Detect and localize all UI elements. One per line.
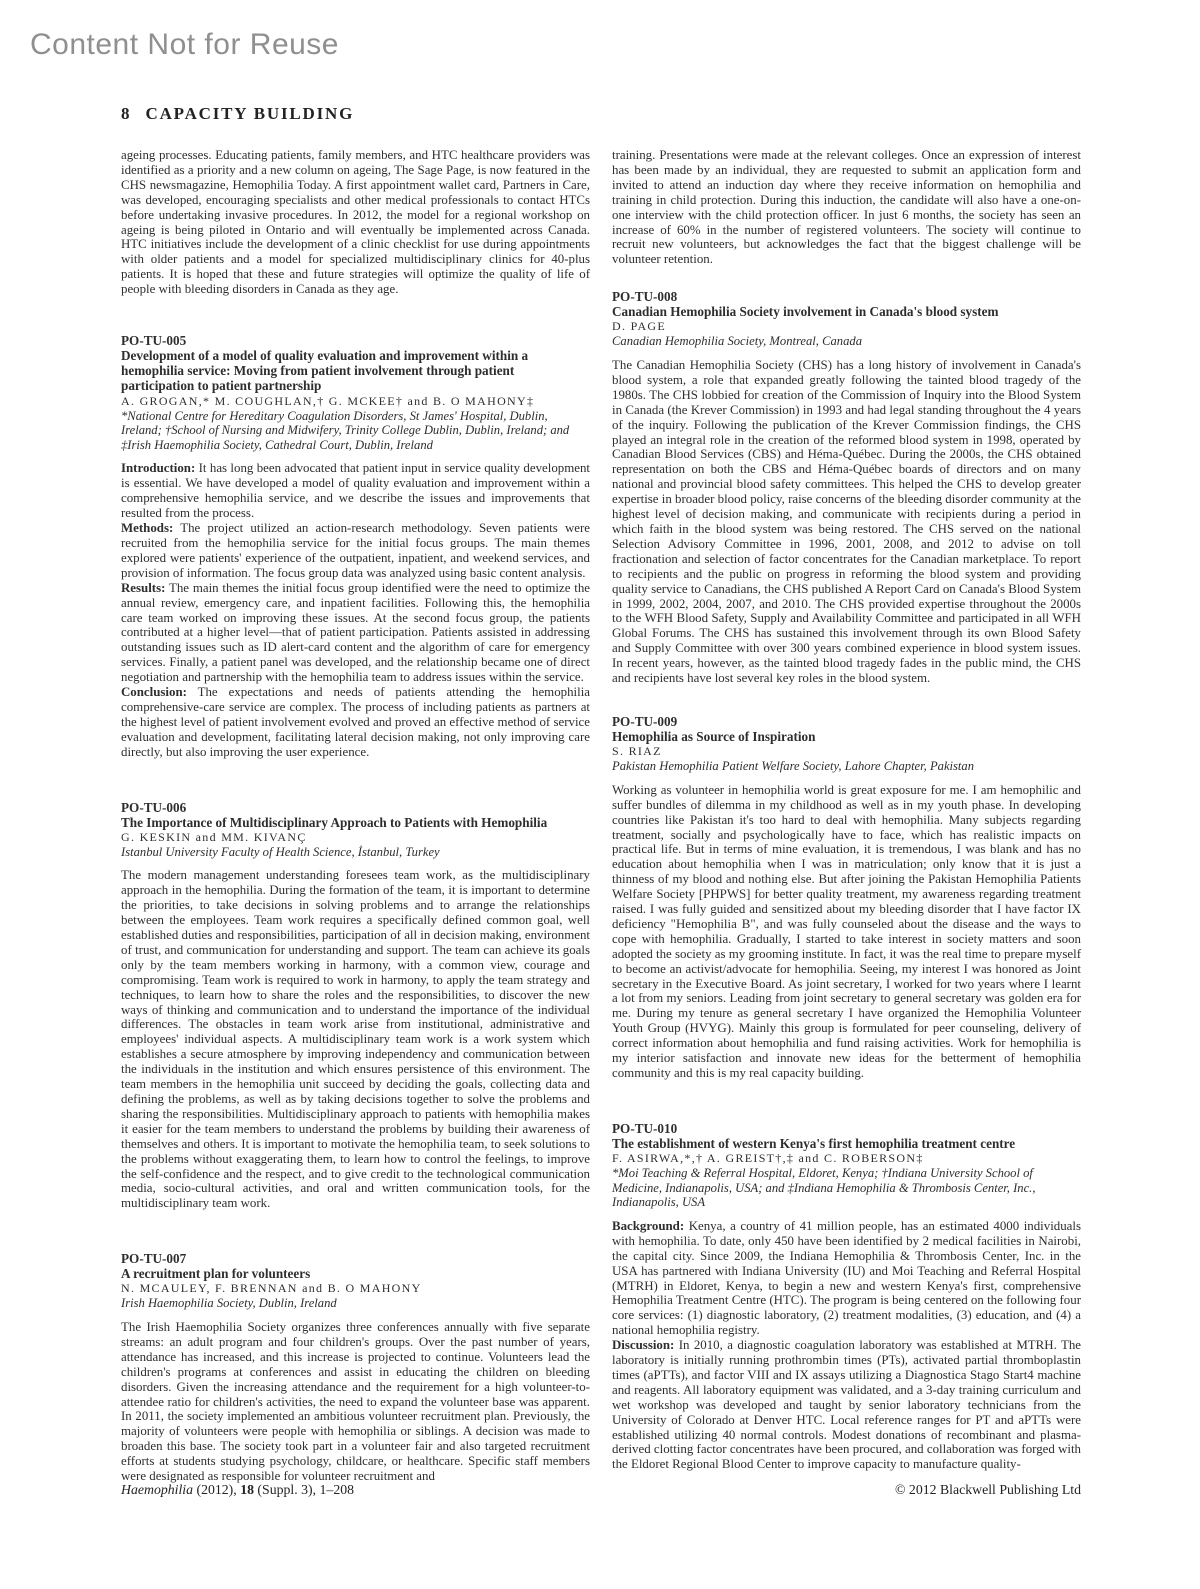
abstract-id: PO-TU-010	[612, 1120, 678, 1136]
abstract-po-tu-008	[612, 289, 1081, 686]
abstract-body	[121, 461, 590, 759]
abstract-title: The Importance of Multidisciplinary Approach to Patients with Hemophilia	[121, 814, 548, 830]
abstract-po-tu-010	[612, 1121, 1081, 1472]
abstract-po-tu-006	[121, 800, 590, 1212]
right-column	[612, 148, 1081, 1484]
page-footer	[121, 1482, 1081, 1498]
section-methods: Methods: The project utilized an action-research methodology. Seven patients were recruited from the hemophilia service for the initial focus groups. The main themes explored were patients' experience of the outpatient, inpatient, and weekend services, and provision of information. The focus group data was analyzed using basic content analysis.	[121, 521, 590, 580]
abstract-body	[121, 1320, 590, 1484]
abstract-po-tu-009	[612, 714, 1081, 1081]
abstract-id: PO-TU-005	[121, 333, 187, 349]
section-introduction: Introduction: It has long been advocated that patient input in service quality development is essential. We have developed a model of quality evaluation and improvement within a comprehensive hemophilia service, and we describe the issues and improvements that resulted from the process.	[121, 461, 590, 521]
watermark-text: Content Not for Reuse	[30, 28, 339, 61]
abstract-affiliation: *Moi Teaching & Referral Hospital, Eldoret, Kenya; †Indiana University School of Medicine, Indianapolis, USA; and ‡Indiana Hemophilia & Thrombosis Center, Inc., Indianapolis, USA	[612, 1166, 1036, 1210]
abstract-id: PO-TU-009	[612, 713, 678, 729]
abstract-title: The establishment of western Kenya's first hemophilia treatment centre	[612, 1135, 1016, 1151]
abstract-text: The Canadian Hemophilia Society (CHS) has a long history of involvement in Canada's blood system, a role that expanded greatly following the tainted blood tragedy of the 1980s. The CHS lobbied for creation of the Commission of Inquiry into the Blood System in Canada (the Krever Commission) in 1993 and had legal standing throughout the 4 years of the inquiry. Following the publication of the Krever Commission findings, the CHS played an integral role in the creation of the reformed blood system in 1998, operated by Canadian Blood Services (CBS) and Héma-Québec. During the 2000s, the CHS obtained representation on both the CBS and Héma-Québec boards of directors and on many national and provincial blood safety committees. This helped the CHS to develop greater expertise in broader blood policy, raise concerns of the bleeding disorder community at the highest level of decision making, and communicate with recipients during a period in which faith in the blood system was being restored. The CHS served on the national Selection Advisory Committee in 1996, 2001, 2008, and 2012 to advise on toll fractionation and selection of factor concentrates for the Canadian marketplace. To report to recipients and the public on progress in reforming the blood system and providing quality service to Canadians, the CHS published A Report Card on Canada's Blood System in 1999, 2002, 2004, 2007, and 2010. The CHS provided expertise throughout the 2000s to the WFH Blood Safety, Supply and Availability Committee and participated in all WFH Global Forums. The CHS has sustained this involvement through its own Blood Safety and Supply Committee with over 300 years combined experience in blood system issues. In recent years, however, as the tainted blood tragedy fades in the public mind, the CHS and recipients have lost several key roles in the blood system.	[612, 358, 1081, 686]
abstract-text: Working as volunteer in hemophilia world is great exposure for me. I am hemophilic and suffer bundles of dilemma in my childhood as well as in my youth phase. In developing countries like Pakistan it's too hard to deal with hemophilia. Many subjects regarding treatment, socially and psychologically have to face, which has realistic impacts on practical life. But in terms of mine evaluation, it is tremendous, I was blank and has no education about hemophilia when I was in matriculation; only know that it is just a thinness of my blood and nothing else. But after joining the Pakistan Hemophilia Patients Welfare Society [PHPWS] for better quality treatment, my awareness regarding treatment raised. I was fully guided and sensitized about my bleeding disorder that I have factor IX deficiency "Hemophilia B", and was fully counseled about the disease and the ways to cope with hemophilia. Gradually, I started to take interest in society matters and soon adopted the society as my grooming institute. In fact, it was the real time to prepare myself to become an activist/advocate for hemophilia. Seeing, my interest I was honored as Joint secretary in the Executive Board. As joint secretary, I worked for two years where I learnt a lot from my seniors. Leading from joint secretary to general secretary was golden era for me. During my tenure as general secretary I have organized the Hemophilia Volunteer Youth Group (HVYG). Mainly this group is formulated for peer counseling, delivery of correct information about hemophilia and fund raising activities. Work for hemophilia is my interior satisfaction and innovate new ideas for the betterment of hemophilia community and this is my real capacity building.	[612, 782, 1081, 1080]
abstract-title: Canadian Hemophilia Society involvement in Canada's blood system	[612, 304, 999, 320]
page-number: 8	[121, 104, 130, 123]
abstract-title: A recruitment plan for volunteers	[121, 1266, 311, 1282]
abstract-body	[121, 868, 590, 1211]
abstract-id: PO-TU-007	[121, 1251, 187, 1267]
abstract-affiliation: Irish Haemophilia Society, Dublin, Ireland	[121, 1296, 337, 1311]
abstract-affiliation: Pakistan Hemophilia Patient Welfare Society, Lahore Chapter, Pakistan	[612, 759, 975, 774]
abstract-text: The modern management understanding foresees team work, as the multidisciplinary approach in the hemophilia. During the formation of the team, it is important to determine the priorities, to take decisions in solving problems and to arrange the relationships between the employees. Team work requires a specifically defined common goal, well established duties and responsibilities, participation of all in decision making, environment of trust, and communication for understanding and support. The team can achieve its goals only by the team members working in harmony, with a common view, courage and compromising. Team work is required to work in harmony, to apply the team strategy and techniques, to learn how to share the roles and the responsibilities, to discover the new ways of thinking and communication and to understand the importance of the individual differences. The obstacles in team work arise from institutional, administrative and employees' individual aspects. A multidisciplinary team work is a work system which establishes a secure atmosphere by improving independency and communication between the individuals in the institution and which ensures persistence of this environment. The team members in the hemophilia unit succeed by deciding the goals, collecting data and defining the problems, as well as by taking decisions together to solve the problems and sharing the responsibilities. Multidisciplinary approach to patients with hemophilia makes it easier for the team members to understand the problems by building their awareness of themselves and others. It is important to motivate the hemophilia team, to seek solutions to the problems without exaggerating them, to learn how to control the feelings, to improve the self-confidence and the respect, and to give credit to the technological communication media, socio-cultural activities, and oral and written communication tools, for the multidisciplinary team work.	[121, 868, 590, 1211]
abstract-authors: F. ASIRWA,*,† A. GREIST†,‡ and C. ROBERSON‡	[612, 1151, 924, 1166]
abstract-body	[612, 783, 1081, 1081]
section-heading	[121, 104, 354, 124]
two-column-layout	[121, 148, 1081, 1484]
abstract-po-tu-007	[121, 1251, 590, 1484]
section-discussion: Discussion: In 2010, a diagnostic coagulation laboratory was established at MTRH. The laboratory is initially running prothrombin times (PTs), activated partial thromboplastin times (aPTTs), and factor VIII and IX assays utilizing a Diagnostica Stago Start4 machine and reagents. All laboratory equipment was validated, and a 3-day training curriculum and wet workshop was developed and taught by senior laboratory technicians from the University of Colorado at Denver HTC. Local reference ranges for PT and aPTTs were established utilizing 40 normal controls. Modest donations of recombinant and plasma-derived clotting factor concentrates have been procured, and collaboration was forged with the Eldoret Regional Blood Center to improve capacity to manufacture quality-	[612, 1338, 1081, 1472]
abstract-body	[612, 358, 1081, 686]
abstract-authors: A. GROGAN,* M. COUGHLAN,† G. MCKEE† and B. O MAHONY‡	[121, 393, 535, 408]
journal-name: Haemophilia	[121, 1482, 194, 1497]
volume-number: 18	[240, 1482, 254, 1497]
abstract-title: Development of a model of quality evaluation and improvement within a hemophilia service: Moving from patient involvement through patient participation to patient partnership	[121, 348, 529, 394]
section-background: Background: Kenya, a country of 41 million people, has an estimated 4000 individuals with hemophilia. To date, only 450 have been identified by 2 medical facilities in Nairobi, the capital city. Since 2009, the Indiana Hemophilia & Thrombosis Center, Inc. in the USA has partnered with Indiana University (IU) and Moi Teaching and Referral Hospital (MTRH) in Eldoret, Kenya, to begin a new and western Kenya's first, comprehensive Hemophilia Treatment Centre (HTC). The program is being centered on the following four core services: (1) diagnostic laboratory, (2) treatment modalities, (3) education, and (4) a national hemophilia registry.	[612, 1218, 1081, 1338]
abstract-affiliation: Istanbul University Faculty of Health Science, İstanbul, Turkey	[121, 844, 440, 859]
abstract-authors: N. MCAULEY, F. BRENNAN and B. O MAHONY	[121, 1281, 422, 1296]
abstract-po-tu-005	[121, 333, 590, 760]
abstract-affiliation: Canadian Hemophilia Society, Montreal, Canada	[612, 334, 862, 349]
footer-copyright: © 2012 Blackwell Publishing Ltd	[894, 1482, 1081, 1497]
section-conclusion: Conclusion: The expectations and needs of patients attending the hemophilia comprehensive-care service are complex. The process of including patients as partners at the highest level of patient involvement evolved and proved an effective method of service evaluation and development, facilitating lateral decision making, not only improving care directly, but also improving the user experience.	[121, 685, 590, 759]
abstract-authors: G. KESKIN and MM. KIVANÇ	[121, 829, 307, 844]
continuation-paragraph-left: ageing processes. Educating patients, family members, and HTC healthcare providers was identified as a priority and a new column on ageing, The Sage Page, is now featured in the CHS newsmagazine, Hemophilia Today. A first appointment wallet card, Partners in Care, was developed, encouraging specialists and other medical professionals to contact HTCs before undertaking invasive procedures. In 2012, the model for a regional workshop on ageing is being piloted in Ontario and will eventually be implemented across Canada. HTC initiatives include the development of a clinic checklist for use during appointments with older patients and a model for specialized multidisciplinary clinics for 40-plus patients. It is hoped that these and future strategies will optimize the quality of life of people with bleeding disorders in Canada as they age.	[121, 148, 590, 297]
footer-citation: Haemophilia (2012), 18 (Suppl. 3), 1–208	[121, 1482, 355, 1497]
abstract-title: Hemophilia as Source of Inspiration	[612, 728, 816, 744]
abstract-affiliation: *National Centre for Hereditary Coagulation Disorders, St James' Hospital, Dublin, Ireland; †School of Nursing and Midwifery, Trinity College Dublin, Dublin, Ireland; and ‡Irish Haemophilia Society, Cathedral Court, Dublin, Ireland	[121, 408, 570, 452]
abstract-authors: D. PAGE	[612, 319, 667, 334]
left-column	[121, 148, 590, 1484]
abstract-authors: S. RIAZ	[612, 744, 662, 759]
abstract-id: PO-TU-006	[121, 799, 187, 815]
section-title: CAPACITY BUILDING	[145, 104, 355, 123]
continuation-paragraph-right: training. Presentations were made at the relevant colleges. Once an expression of interest has been made by an individual, they are requested to submit an application form and invited to attend an induction day where they receive information on hemophilia and training in child protection. During this induction, the candidate will also have a one-on-one interview with the child protection officer. In just 6 months, the society has seen an increase of 60% in the number of registered volunteers. The society will continue to recruit new volunteers, but acknowledges the fact that the biggest challenge will be volunteer retention.	[612, 148, 1081, 267]
abstract-body	[612, 1219, 1081, 1472]
section-results: Results: The main themes the initial focus group identified were the need to optimize the annual review, emergency care, and inpatient facilities. Following this, the hemophilia care team worked on improving these issues. At the second focus group, the patients contributed at a higher level—that of patient participation. Patients assisted in addressing outstanding issues such as ID alert-card content and the algorithm of care for emergency services. Finally, a patient panel was developed, and the relationship became one of direct negotiation and partnership with the hemophilia team to address issues within the service.	[121, 580, 590, 685]
abstract-id: PO-TU-008	[612, 289, 678, 305]
abstract-text: The Irish Haemophilia Society organizes three conferences annually with five separate streams: an adult program and four children's groups. Over the past number of years, attendance has increased, and this increase is projected to continue. Volunteers lead the children's programs at conferences and assist in educating the children on bleeding disorders. Given the increasing attendance and the requirement for a high volunteer-to-attendee ratio for children's activities, the need to expand the volunteer base was apparent. In 2011, the society implemented an ambitious volunteer recruitment plan. Previously, the majority of volunteers were people with hemophilia or siblings. A decision was made to broaden this base. The society took part in a volunteer fair and also targeted recruitment efforts at students studying psychology, childcare, or healthcare. Specific staff members were designated as responsible for volunteer recruitment and	[121, 1320, 590, 1484]
